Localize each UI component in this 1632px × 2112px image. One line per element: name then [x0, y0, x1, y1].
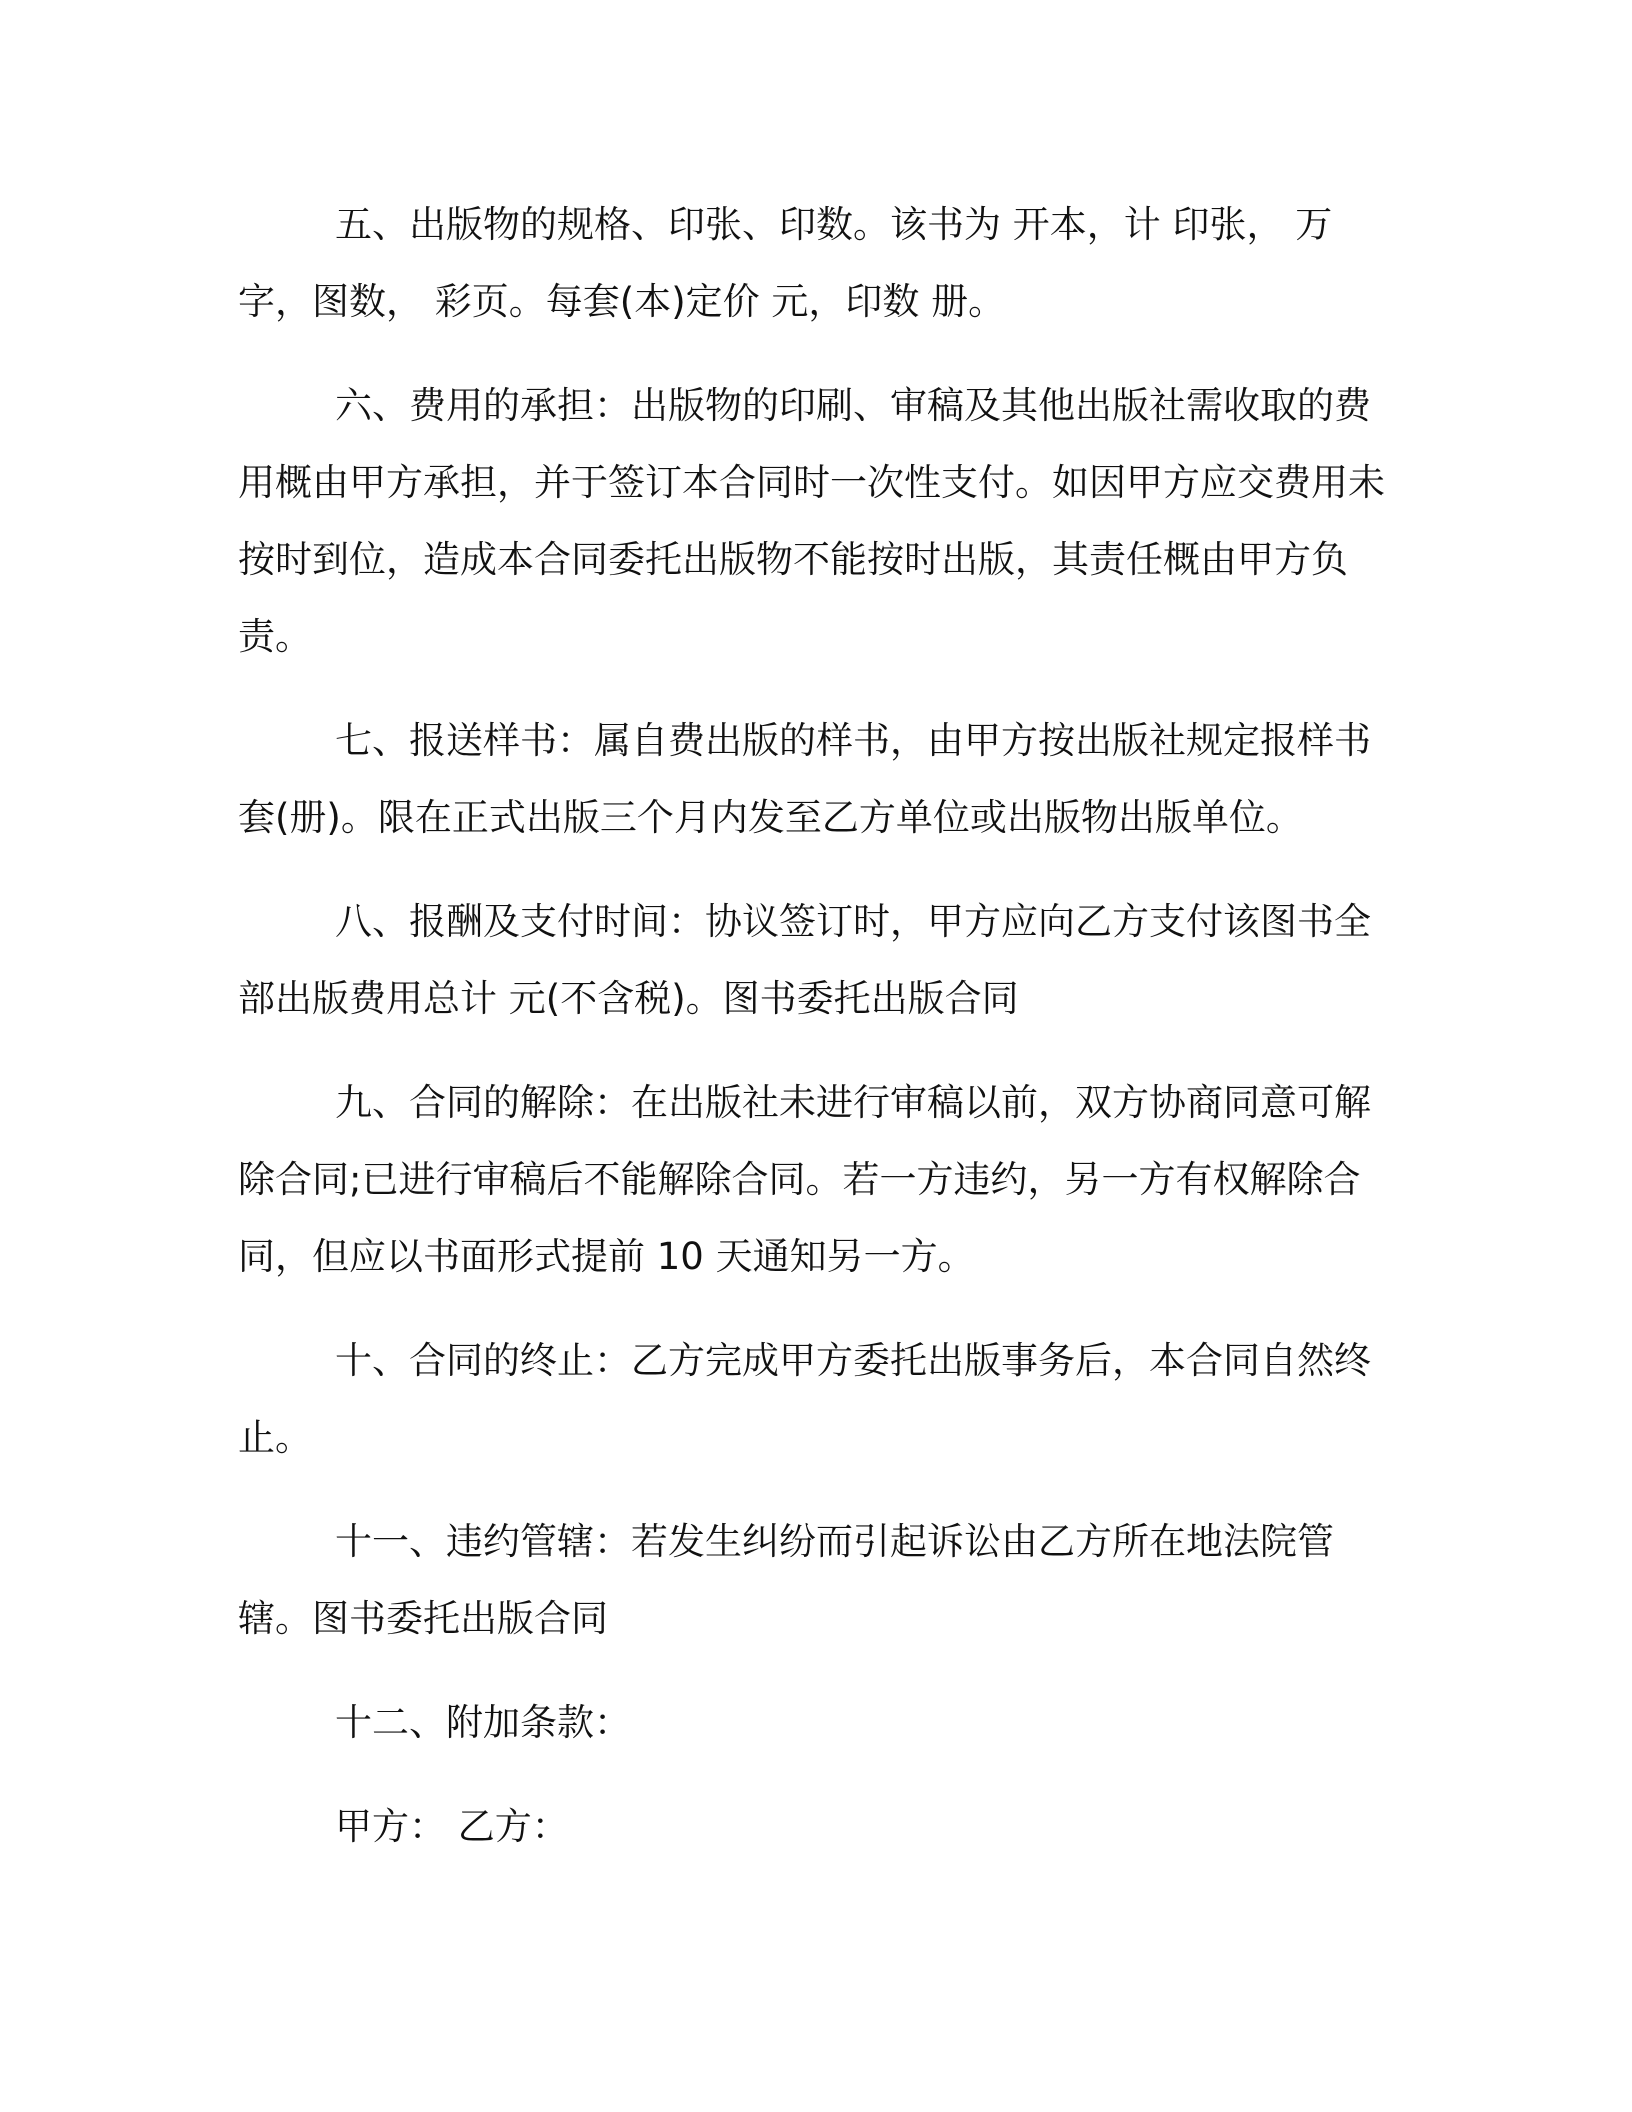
clause-10-contract-end: 十、合同的终止：乙方完成甲方委托出版事务后，本合同自然终止。: [238, 1339, 1371, 1459]
clause-5-specifications: 五、出版物的规格、印张、印数。该书为 开本，计 印张， 万字，图数， 彩页。每套(本)定价 元，印数 册。: [238, 203, 1333, 323]
clause-9-termination-by-agreement: 九、合同的解除：在出版社未进行审稿以前，双方协商同意可解除合同;已进行审稿后不能解除合同。若一方违约，另一方有权解除合同，但应以书面形式提前 10 天通知另一方。: [238, 1081, 1371, 1278]
clause-12-additional-terms: 十二、附加条款：: [335, 1701, 631, 1744]
document-body: [238, 186, 1388, 1892]
clause-7-sample-books: 七、报送样书：属自费出版的样书，由甲方按出版社规定报样书 套(册)。限在正式出版三个月内发至乙方单位或出版物出版单位。: [238, 719, 1371, 839]
clause-8-payment: 八、报酬及支付时间：协议签订时，甲方应向乙方支付该图书全部出版费用总计 元(不含税)。图书委托出版合同: [238, 900, 1371, 1020]
clause-6-costs: 六、费用的承担：出版物的印刷、审稿及其他出版社需收取的费用概由甲方承担，并于签订本合同时一次性支付。如因甲方应交费用未按时到位，造成本合同委托出版物不能按时出版，其责任概由甲方负责。: [238, 384, 1385, 658]
clause-11-jurisdiction: 十一、违约管辖：若发生纠纷而引起诉讼由乙方所在地法院管辖。图书委托出版合同: [238, 1520, 1334, 1640]
signature-parties: 甲方： 乙方：: [335, 1805, 569, 1848]
